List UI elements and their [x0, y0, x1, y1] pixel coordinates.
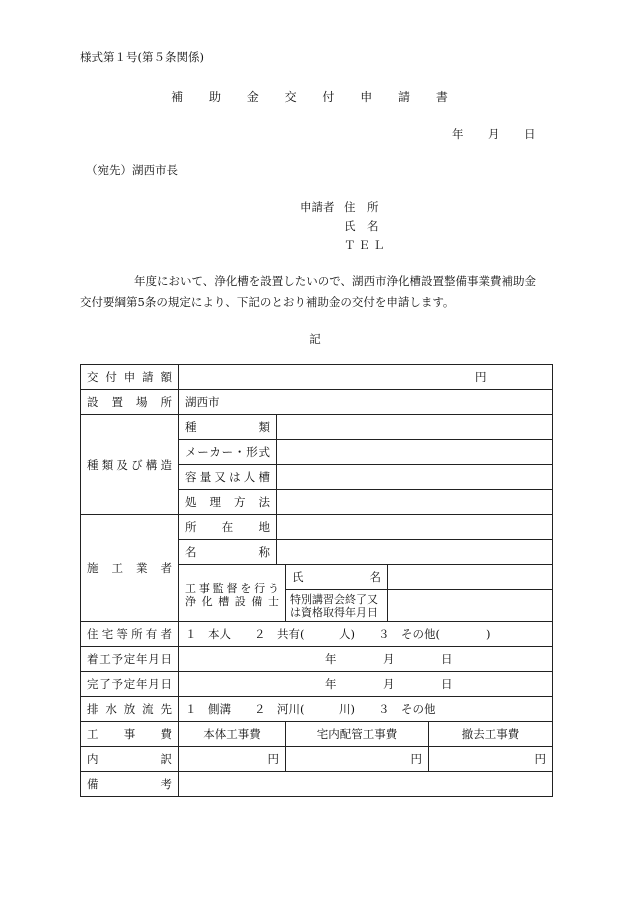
- table-row: [81, 747, 553, 772]
- amount-field[interactable]: [179, 365, 553, 390]
- supervisor-date-line-1: 特別講習会終了又: [290, 592, 378, 606]
- statement-line-2: 交付要綱第5条の規定により、下記のとおり補助金の交付を申請します。: [80, 295, 455, 309]
- table-row: [81, 415, 553, 440]
- maker-sub-label: メーカー・形式: [179, 440, 277, 465]
- remarks-label: 備考: [81, 772, 179, 797]
- main-work-cost-header: 本体工事費: [179, 722, 286, 747]
- start-date-field[interactable]: [179, 647, 553, 672]
- form-number: 様式第１号(第５条関係): [80, 50, 204, 64]
- start-month: 月: [383, 652, 395, 666]
- table-row: [81, 647, 553, 672]
- location-label: 設置場所: [81, 390, 179, 415]
- finish-day: 日: [441, 677, 453, 691]
- finish-year: 年: [325, 677, 337, 691]
- supervisor-label-line-2: 浄化槽設備士: [185, 594, 279, 608]
- breakdown-label: 内訳: [81, 747, 179, 772]
- statement-line-1: 年度において、浄化槽を設置したいので、湖西市浄化槽設置整備事業費補助金: [134, 274, 537, 288]
- finish-month: 月: [383, 677, 395, 691]
- method-field[interactable]: [277, 490, 553, 515]
- contractor-name-field[interactable]: [277, 540, 553, 565]
- applicant-address-label: 住 所: [344, 200, 379, 214]
- applicant-block: [300, 198, 388, 255]
- applicant-label: 申請者: [300, 200, 335, 214]
- supervisor-name-field[interactable]: [388, 565, 553, 590]
- location-field[interactable]: 湖西市: [179, 390, 553, 415]
- date-day: 日: [524, 127, 536, 141]
- table-row: [81, 515, 553, 540]
- removal-yen: 円: [534, 752, 547, 766]
- drain-options[interactable]: １ 側溝 ２ 河川( 川) ３ その他: [179, 697, 553, 722]
- type-field[interactable]: [277, 415, 553, 440]
- table-row: [81, 722, 553, 747]
- supervisor-name-label: 氏名: [286, 565, 388, 590]
- start-year: 年: [325, 652, 337, 666]
- maker-field[interactable]: [277, 440, 553, 465]
- owner-options[interactable]: １ 本人 ２ 共有( 人) ３ その他( ): [179, 622, 553, 647]
- type-structure-label: 種類及び構造: [81, 415, 179, 515]
- cost-label: 工事費: [81, 722, 179, 747]
- amount-yen: 円: [475, 370, 487, 384]
- form-title: 補 助 金 交 付 申 請 書: [171, 90, 459, 104]
- start-day: 日: [441, 652, 453, 666]
- main-work-cost-field[interactable]: [179, 747, 286, 772]
- date-year: 年: [452, 127, 464, 141]
- application-table: [80, 364, 553, 797]
- remarks-field[interactable]: [179, 772, 553, 797]
- owner-label: 住宅等所有者: [81, 622, 179, 647]
- addressee: （宛先）湖西市長: [86, 163, 178, 177]
- table-row: [81, 672, 553, 697]
- supervisor-date-line-2: は資格取得年月日: [290, 605, 378, 619]
- table-row: [81, 622, 553, 647]
- table-row: [81, 697, 553, 722]
- removal-cost-header: 撤去工事費: [429, 722, 553, 747]
- amount-label: 交付申請額: [81, 365, 179, 390]
- type-sub-label: 種類: [179, 415, 277, 440]
- finish-date-field[interactable]: [179, 672, 553, 697]
- method-sub-label: 処理方法: [179, 490, 277, 515]
- capacity-field[interactable]: [277, 465, 553, 490]
- capacity-sub-label: 容量又は人槽: [179, 465, 277, 490]
- date-month: 月: [488, 127, 500, 141]
- supervisor-label-line-1: 工事監督を行う: [185, 581, 279, 595]
- application-statement: [80, 271, 560, 313]
- contractor-name-label: 名称: [179, 540, 277, 565]
- supervisor-date-label: [286, 590, 388, 622]
- table-row: [81, 365, 553, 390]
- table-row: [81, 390, 553, 415]
- table-row: [81, 772, 553, 797]
- piping-cost-header: 宅内配管工事費: [286, 722, 429, 747]
- application-date: [452, 126, 536, 142]
- finish-date-label: 完了予定年月日: [81, 672, 179, 697]
- ki-heading: 記: [309, 332, 321, 346]
- piping-cost-field[interactable]: [286, 747, 429, 772]
- contractor-address-field[interactable]: [277, 515, 553, 540]
- applicant-name-label: 氏 名: [344, 219, 379, 233]
- contractor-address-label: 所在地: [179, 515, 277, 540]
- contractor-label: 施工業者: [81, 515, 179, 622]
- drain-label: 排水放流先: [81, 697, 179, 722]
- supervisor-date-field[interactable]: [388, 590, 553, 622]
- piping-yen: 円: [410, 752, 422, 766]
- start-date-label: 着工予定年月日: [81, 647, 179, 672]
- main-work-yen: 円: [267, 752, 279, 766]
- supervisor-label: [179, 565, 286, 622]
- removal-cost-field[interactable]: [429, 747, 553, 772]
- applicant-tel-label: ＴＥＬ: [344, 238, 388, 252]
